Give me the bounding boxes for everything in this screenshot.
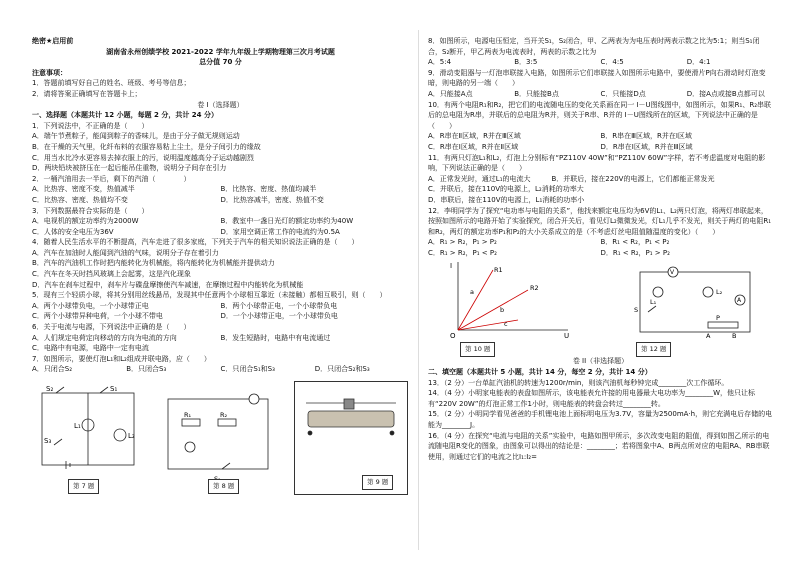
q8-stem: 8．如图所示，电源电压恒定，当开关S₁，S₂闭合，甲、乙两表为为电压表时两表示数之比为5:1；则当S₁闭合，S₂断开，甲乙两表为电流表时，两表的示数之比为 bbox=[428, 37, 760, 56]
q3-option-a: A．电视机的额定功率约为2000W bbox=[32, 217, 139, 226]
fig12-label-a: A bbox=[706, 332, 711, 341]
fig12-label-l2: L₂ bbox=[716, 288, 723, 297]
note-2: 2．请将答案正确填写在答题卡上； bbox=[32, 89, 142, 98]
q4-option-b: B．汽车的汽油机工作时把内能转化为机械能，将内能转化为机械能并提供动力 bbox=[32, 259, 275, 268]
q6-option-a: A．人们规定电荷定向移动的方向为电流的方向 bbox=[32, 333, 177, 342]
q6-options-row-1 bbox=[32, 333, 409, 344]
q3-option-d: D．家用空调正常工作的电流约为0.5A bbox=[220, 227, 340, 236]
q4-option-c: C．汽车在冬天时挡风玻璃上会起雾，这是汽化现象 bbox=[32, 270, 191, 279]
fig8-caption: 第 8 题 bbox=[208, 479, 239, 494]
fig12-label-amm: A bbox=[737, 297, 742, 305]
fig10-label-o: O bbox=[450, 332, 456, 341]
q11-option-d: D．串联后，接在110V的电源上，L₁消耗的功率小 bbox=[428, 195, 585, 204]
q4-option-d: D．汽车在刹车过程中，刹车片与碟盘摩擦使汽车减速，在摩擦过程中内能转化为机械能 bbox=[32, 280, 304, 289]
q14-text: 14．（4 分）小明家电能表的表盘如图所示，该电能表允许接的用电器最大电功率为________W，他只让标有“220V 20W”的灯泡正常工作1小时，则电能表的转盘会转过________转。 bbox=[428, 389, 756, 408]
fig10-label-r2: R2 bbox=[530, 284, 539, 293]
q5-options-row-2 bbox=[32, 311, 409, 322]
q3-option-c: C．人体的安全电压为36V bbox=[32, 227, 114, 236]
q5-option-a: A．两个小球带负电，一个小球带正电 bbox=[32, 301, 149, 310]
q7-options-row bbox=[32, 364, 409, 375]
fig12-rheostat bbox=[708, 322, 738, 328]
fig12-label-b: B bbox=[732, 332, 737, 341]
q2-option-c: C．比热容、密度、热值均不变 bbox=[32, 195, 128, 204]
q6-option-b: B．发生短路时，电路中有电流通过 bbox=[220, 333, 331, 342]
q10-option-a: A．R串在Ⅱ区域，R并在Ⅲ区域 bbox=[428, 132, 521, 141]
fig8-circuit-loop bbox=[168, 399, 268, 469]
q8-option-b: B．3:5 bbox=[514, 58, 538, 67]
fig7-caption: 第 7 题 bbox=[68, 479, 99, 494]
q2-option-d: D．比热容减半，密度、热值不变 bbox=[220, 195, 324, 204]
q5-option-c: C．两个小球带异种电荷，一个小球不带电 bbox=[32, 312, 163, 321]
fig8-resistor-r2 bbox=[218, 419, 236, 426]
q8-options-row bbox=[428, 57, 773, 68]
q7-option-d: D．只闭合S₂和S₃ bbox=[314, 365, 370, 374]
q10-options-row-1 bbox=[428, 131, 773, 142]
q12-option-a: A．R₁ > R₂，P₁ > P₂ bbox=[428, 238, 497, 247]
q9-options-row bbox=[428, 89, 773, 100]
fig12-label-v: V bbox=[670, 269, 675, 277]
fig12-label-p: P bbox=[716, 314, 720, 323]
fig10-line-r1 bbox=[458, 270, 493, 330]
q12-option-d: D．R₁ < R₂，P₁ > P₂ bbox=[600, 248, 670, 257]
fig12-circuit-diagram bbox=[628, 260, 758, 340]
q9-option-b: B．只能接B点 bbox=[514, 89, 559, 98]
volume-2-heading: 卷 II（非选择题） bbox=[572, 357, 629, 366]
q7-option-a: A．只闭合S₂ bbox=[32, 365, 73, 374]
q15-text: 15．（2 分）小明同学看见爸爸的手机锂电池上面标明电压为3.7V，容量为2500mA·h，则它充满电后存储的电能为________J。 bbox=[428, 410, 773, 430]
fig8-resistor-r1 bbox=[182, 419, 200, 426]
q16-text: 16．（4 分）在探究“电流与电阻的关系”实验中，电路如图甲所示，多次改变电阻的阻值，得到如图乙所示的电流随电阻R变化的图象，由图象可以得出的结论是：________；若将图象中A、B两点所对应的电阻RA、RB串联使用，则通过它们的电流之比I₁:I₂= bbox=[428, 431, 770, 461]
q12-option-b: B．R₁ < R₂，P₁ < P₂ bbox=[600, 238, 670, 247]
q11-option-a-b: A．正常发光时，通过L₁的电流大 B．并联后，接在220V的电源上，它们都能正常发光 bbox=[428, 174, 715, 183]
q12-options-row-1 bbox=[428, 237, 773, 248]
q12-stem: 12．李明同学为了探究“电功率与电阻的关系”，他找来额定电压均为6V的L₁、L₂两只灯泡，将两灯串联起来，按照如图所示的电路开始了实验探究，闭合开关后，看见灯L₂微微发光，灯L₁几乎不发光，则关于两灯的电阻R₁和R₂，两灯的额定功率P₁和P₂的大小关系成立的是（不考虑灯丝电阻值随温度的变化）（ ） bbox=[428, 206, 772, 236]
q10-option-d: D．R串在Ⅰ区域，R并在Ⅲ区域 bbox=[600, 142, 693, 151]
q4-option-a: A．汽车在加油时人能闻到汽油的气味，说明分子存在着引力 bbox=[32, 248, 219, 257]
q5-option-d: D．一个小球带正电，一个小球带负电 bbox=[220, 312, 338, 321]
q11-option-c: C．并联后，接在110V的电源上，L₂消耗的功率大 bbox=[428, 185, 584, 194]
fig7-label-s3: S₃ bbox=[44, 437, 52, 445]
q6-stem: 6．关于电流与电源，下列说法中正确的是（ ） bbox=[32, 323, 191, 332]
q3-stem: 3．下列数据最符合实际的是（ ） bbox=[32, 206, 149, 215]
q8-option-c: C．4:5 bbox=[600, 58, 624, 67]
q3-option-b: B．教室中一盏日光灯的额定功率约为40W bbox=[220, 217, 354, 226]
q4-stem: 4．随着人民生活水平的不断提高，汽车走进了很多家庭，下列关于汽车的相关知识说法正确的是（ ） bbox=[32, 238, 359, 247]
q1-option-b: B．在干燥的天气里，化纤布料的衣服容易粘上尘土，是分子间引力的缘故 bbox=[32, 142, 261, 151]
q2-options-row-2 bbox=[32, 195, 409, 206]
fig12-caption: 第 12 题 bbox=[636, 342, 671, 357]
left-column bbox=[32, 36, 409, 556]
q13-text: 13．（2 分）一台单缸汽油机的转速为1200r/min，则该汽油机每秒钟完成________次工作循环。 bbox=[428, 378, 729, 387]
notes-label: 注意事项： bbox=[32, 68, 67, 77]
q9-option-c: C．只能接D点 bbox=[600, 89, 646, 98]
fig10-label-b: b bbox=[500, 306, 505, 315]
fig12-lamp-l1 bbox=[653, 287, 663, 297]
q8-option-d: D．4:1 bbox=[686, 58, 711, 67]
section-1-heading: 一、选择题（本题共计 12 小题，每题 2 分，共计 24 分） bbox=[32, 111, 218, 120]
q1-option-d: D．两块铅块被挤压在一起后能吊住重物，说明分子间存在引力 bbox=[32, 164, 227, 173]
q12-option-c: C．R₁ > R₂，P₁ < P₂ bbox=[428, 248, 497, 257]
q9-option-a: A．只能接A点 bbox=[428, 89, 473, 98]
volume-1-heading: 卷 I（选择题） bbox=[197, 100, 244, 109]
q7-stem: 7．如图所示，要使灯泡L₁和L₂组成并联电路，应（ ） bbox=[32, 354, 211, 363]
q5-stem: 5．现有三个轻质小球，将其分别用丝线悬吊，发现其中任意两个小球相互靠近（未接触）都相互吸引，则（ ） bbox=[32, 291, 387, 300]
fig10-iu-graph bbox=[448, 260, 578, 340]
q2-option-a: A．比热容、密度不变，热值减半 bbox=[32, 185, 135, 194]
fig7-label-s2: S₂ bbox=[46, 385, 54, 393]
fig7-lamp-l2 bbox=[114, 429, 126, 441]
q9-stem: 9．滑动变阻器与一灯泡串联接入电路，如图所示它们串联接入如图所示电路中，要使滑片P向右滑动时灯泡变暗，则电路的另一端（ ） bbox=[428, 68, 766, 88]
q10-option-c: C．R串在Ⅰ区域，R并在Ⅱ区域 bbox=[428, 142, 519, 151]
fig8-meter-jia bbox=[249, 394, 259, 404]
q8-option-a: A．5:4 bbox=[428, 58, 452, 67]
q10-options-row-2 bbox=[428, 142, 773, 153]
section-2-heading: 二、填空题（本题共计 5 小题，共计 14 分，每空 2 分，共计 14 分） bbox=[428, 368, 652, 377]
q10-stem: 10．有两个电阻R₁和R₂，把它们的电流随电压的变化关系画在同一 I－U图线图中，如图所示，如果R₁、R₂串联后的总电阻为R串，并联后的总电阻为R并，则关于R串、R并的 I－U图线所在的区域，下列说法中正确的是（ ） bbox=[428, 100, 771, 130]
fig7-label-l2: L₂ bbox=[128, 432, 135, 440]
q7-option-c: C．只闭合S₁和S₃ bbox=[220, 365, 275, 374]
q5-option-b: B．两个小球带正电，一个小球带负电 bbox=[220, 301, 338, 310]
q2-option-b: B．比热容、密度、热值均减半 bbox=[220, 185, 317, 194]
fig7-switch-s3 bbox=[54, 439, 62, 445]
fig12-label-l1: L₁ bbox=[650, 298, 657, 307]
exam-title: 湖南省永州创绩学校 2021-2022 学年九年级上学期物理第三次月考试题 bbox=[106, 47, 335, 56]
q1-option-a: A．端午节煮粽子，能闻到粽子的香味儿，是由于分子做无规则运动 bbox=[32, 132, 240, 141]
fig8-label-r2: R₂ bbox=[220, 411, 228, 419]
fig12-lamp-l2 bbox=[703, 287, 713, 297]
fig8-switch bbox=[222, 463, 230, 469]
q3-options-row-1 bbox=[32, 216, 409, 227]
q9-option-d: D．接A点或接B点都可以 bbox=[686, 89, 765, 98]
fig10-label-c: c bbox=[504, 320, 508, 329]
fig8-meter-yi bbox=[185, 442, 195, 452]
q6-option-c: C．电路中有电源，电路中一定有电流 bbox=[32, 344, 149, 353]
fig9-rheostat-coil bbox=[308, 411, 394, 427]
fig10-label-r1: R1 bbox=[494, 266, 503, 275]
fig9-caption: 第 9 题 bbox=[362, 475, 393, 490]
note-1: 1．答题前填写好自己的姓名、班级、考号等信息； bbox=[32, 79, 191, 88]
q2-stem: 2．一桶汽油用去一半后，剩下的汽油（ ） bbox=[32, 174, 191, 183]
q10-option-b: B．R串在Ⅲ区域，R并在Ⅰ区域 bbox=[600, 132, 692, 141]
fig8-label-r1: R₁ bbox=[184, 411, 192, 419]
q1-stem: 1．下列说法中，不正确的是（ ） bbox=[32, 121, 149, 130]
fig9-slider bbox=[344, 399, 354, 409]
fig7-label-s1: S₁ bbox=[110, 385, 118, 393]
q2-options-row-1 bbox=[32, 184, 409, 195]
fig10-label-a: a bbox=[470, 288, 474, 297]
fig7-switch-s2 bbox=[56, 387, 64, 393]
right-column bbox=[428, 36, 773, 556]
q3-options-row-2 bbox=[32, 227, 409, 238]
fig10-label-i: I bbox=[450, 262, 453, 271]
secret-mark: 绝密★启用前 bbox=[32, 37, 74, 45]
column-divider bbox=[418, 30, 419, 550]
q7-option-b: B．只闭合S₃ bbox=[126, 365, 167, 374]
fig10-caption: 第 10 题 bbox=[460, 342, 495, 357]
total-score: 总分值 70 分 bbox=[199, 58, 242, 67]
q1-option-c: C．用当水比冷水更容易去掉衣服上的污，说明温度越高分子运动越剧烈 bbox=[32, 153, 254, 162]
fig9-terminal-b bbox=[390, 431, 394, 435]
q12-options-row-2 bbox=[428, 248, 773, 259]
fig9-rheostat-diagram bbox=[296, 389, 406, 469]
fig12-switch bbox=[648, 306, 656, 312]
fig7-label-l1: L₁ bbox=[74, 422, 81, 430]
fig7-switch-s1 bbox=[100, 387, 108, 393]
q5-options-row-1 bbox=[32, 301, 409, 312]
figures-row-right bbox=[428, 258, 773, 356]
q11-stem: 11．有两只灯泡L₁和L₂，灯泡上分别标有“PZ110V 40W”和“PZ110V 60W”字样，若不考虑温度对电阻的影响，下列说法正确的是（ ） bbox=[428, 153, 766, 173]
figures-row-left bbox=[32, 375, 409, 495]
fig9-terminal-a bbox=[308, 431, 312, 435]
fig10-label-u: U bbox=[564, 332, 570, 341]
fig12-label-s: S bbox=[634, 306, 639, 315]
